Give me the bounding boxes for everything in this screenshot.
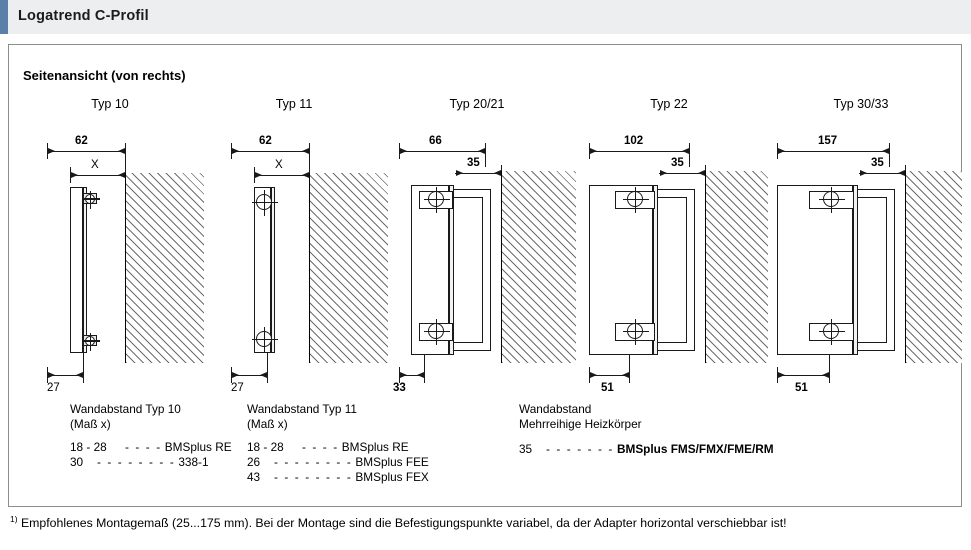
legend-dots: - - - - - - - - [274,470,353,484]
dim-arrow-left [590,148,597,154]
mounting-rail-inner [658,197,687,343]
column-heading: Typ 30/33 [833,97,889,111]
dim-tick-right [485,143,486,167]
diagram-frame [8,44,962,507]
dimension-line-top [231,151,309,152]
legend-number: 18 - 28 [247,440,284,454]
dimension-label-top: 66 [429,135,442,147]
footnote-marker: 1) [10,514,18,524]
radiator-panel [254,187,271,353]
legend-dots: - - - - - - - - [97,455,176,469]
legend-number: 30 [70,455,84,469]
dim-arrow-left [400,148,407,154]
figure-column-typ-30-33 [761,97,961,497]
dim-arrow-bottom-right [76,372,83,378]
dimension-label-x: X [91,159,99,171]
figure-typ-22 [571,123,767,393]
footnote-text: Empfohlenes Montagemaß (25...175 mm). Bei der Montage sind die Befestigungspunkte variabel, da der Adapter horizontal verschiebbar ist! [20,516,787,531]
dim-arrow-inner-right [898,170,905,176]
dimension-label-top: 102 [624,135,644,147]
dimension-label-bottom: 51 [601,382,614,394]
legend-dots: - - - - - - - - [274,455,353,469]
valve-bottom-icon [823,323,839,339]
legend-text: 338-1 [178,455,209,469]
legend-row [519,442,774,457]
dimension-label-inner: 35 [467,157,480,169]
valve-top-icon [256,194,272,210]
valve-bottom-icon [428,323,444,339]
footnote [10,514,787,530]
dimension-label-top: 62 [259,135,272,147]
legend-number: 35 [519,442,533,456]
dim-arrow-bottom-right [417,372,424,378]
caption-multirow [519,402,774,457]
dim-arrow-inner-right [698,170,705,176]
dim-arrow-inner-left [456,170,463,176]
mounting-rail-inner [454,197,483,343]
dimension-label-top: 157 [818,135,838,147]
dim-arrow-inner-left [860,170,867,176]
legend-text: BMSplus RE [164,440,232,454]
legend-number: 26 [247,455,261,469]
dim-tick-bottom-right [424,355,425,383]
dim-arrow-bottom-left [400,372,407,378]
dimension-label-bottom: 27 [231,382,244,394]
caption-line-1: Wandabstand [519,402,592,416]
dim-arrow-right [882,148,889,154]
dim-arrow-left [48,148,55,154]
valve-bottom-icon [627,323,643,339]
caption-title: Wandabstand Typ 10 [70,402,181,416]
dimension-line-x [254,175,309,176]
valve-top-icon [85,194,95,204]
dim-arrow-bottom-left [778,372,785,378]
dimension-line-top [777,151,889,152]
dimension-label-bottom: 51 [795,382,808,394]
wall-hatching [705,171,768,363]
dim-arrow-left [232,148,239,154]
radiator-panel [70,187,83,353]
column-heading: Typ 11 [275,97,313,111]
dim-arrow-bottom-right [822,372,829,378]
valve-top-icon [823,191,839,207]
dim-arrow-inner-right [494,170,501,176]
dim-arrow-inner-left [660,170,667,176]
dimension-line-top [47,151,125,152]
radiator-profile [271,187,275,353]
legend-dots: - - - - [125,440,162,454]
dim-tick-right [689,143,690,167]
dim-arrow-right [118,148,125,154]
legend-dots: - - - - [302,440,339,454]
figure-typ-11 [199,123,389,393]
valve-top-icon [428,191,444,207]
valve-bottom-icon [85,336,95,346]
dim-tick-bottom-right [629,355,630,383]
dim-arrow-bottom-left [232,372,239,378]
wall-hatching [309,173,388,363]
section-title: Seitenansicht (von rechts) [23,68,186,83]
dimension-line-top [399,151,485,152]
dimension-label-inner: 35 [671,157,684,169]
dimension-label-bottom: 27 [47,382,60,394]
valve-bottom-icon [256,331,272,347]
dim-arrow-bottom-left [590,372,597,378]
wall-hatching [905,171,962,363]
mounting-rail-inner [858,197,887,343]
wall-hatching [125,173,204,363]
dim-arrow-bottom-left [48,372,55,378]
dimension-label-top: 62 [75,135,88,147]
legend-number: 43 [247,470,261,484]
dim-arrow-x-left [71,172,78,178]
legend-text: BMSplus FEX [355,470,429,484]
column-heading: Typ 20/21 [449,97,505,111]
column-heading: Typ 10 [91,97,129,111]
dim-tick-right [889,143,890,167]
dim-tick-bottom-right [83,353,84,383]
dim-arrow-left [778,148,785,154]
dimension-line-x [70,175,125,176]
caption-subtitle: (Maß x) [247,417,288,431]
radiator-profile [83,187,87,353]
title-bar [0,0,971,35]
legend-text: BMSplus FMS/FMX/FME/RM [616,442,774,456]
title-accent-bar [0,0,8,34]
dim-arrow-x-right [118,172,125,178]
dim-arrow-right [682,148,689,154]
dim-tick-bottom-right [267,353,268,383]
caption-line-2: Mehrreihige Heizkörper [519,417,642,431]
page-title: Logatrend C-Profil [18,8,149,24]
dimension-line-top [589,151,689,152]
dimension-label-inner: 35 [871,157,884,169]
legend-text: BMSplus RE [341,440,409,454]
figure-column-typ-10 [15,97,232,497]
wall-hatching [501,171,576,363]
dimension-label-bottom: 33 [393,382,406,394]
caption-title: Wandabstand Typ 11 [247,402,357,416]
dim-arrow-right [478,148,485,154]
dimension-label-x: X [275,159,283,171]
figure-typ-30-33 [761,123,961,393]
figure-typ-20-21 [379,123,575,393]
dim-arrow-bottom-right [622,372,629,378]
figure-typ-10 [15,123,205,393]
caption-subtitle: (Maß x) [70,417,111,431]
legend-text: BMSplus FEE [355,455,429,469]
legend-number: 18 - 28 [70,440,107,454]
legend-dots: - - - - - - - [546,442,614,456]
dim-arrow-right [302,148,309,154]
column-heading: Typ 22 [650,97,688,111]
dim-arrow-x-left [255,172,262,178]
dim-arrow-bottom-right [260,372,267,378]
dim-arrow-x-right [302,172,309,178]
dim-tick-bottom-right [829,355,830,383]
valve-top-icon [627,191,643,207]
